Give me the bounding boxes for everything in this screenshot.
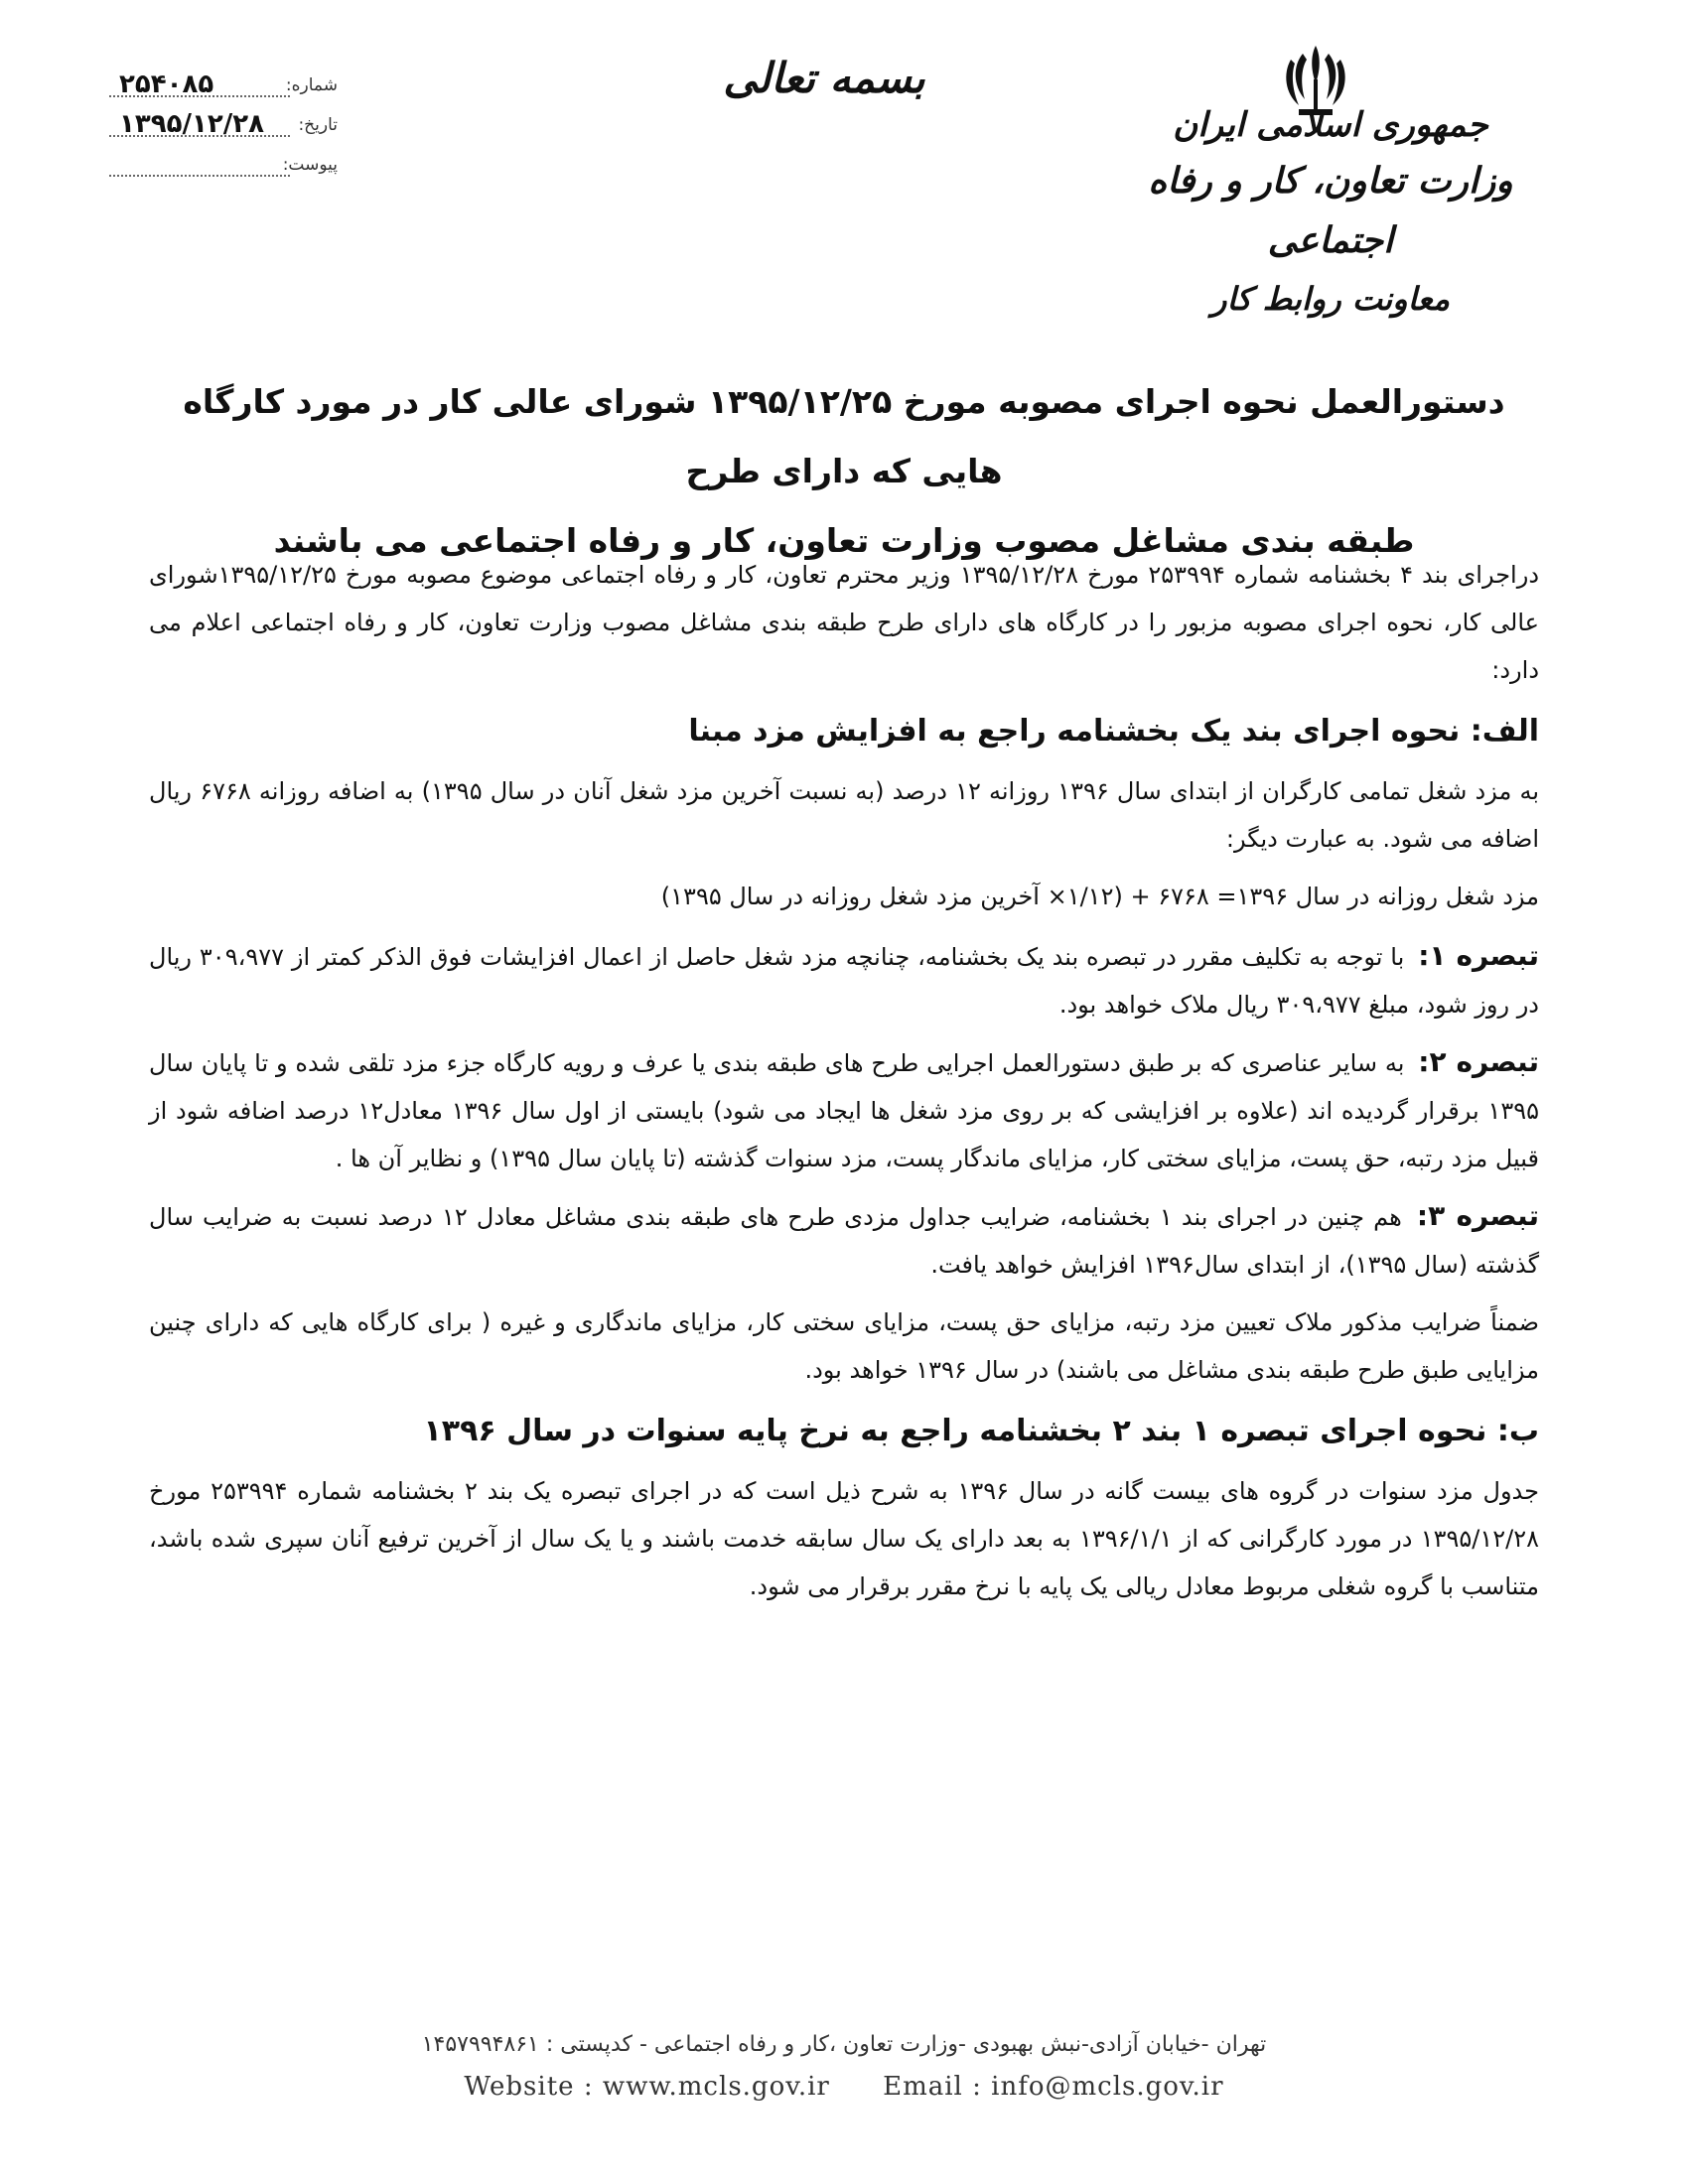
attachment-row [99, 149, 338, 189]
note-1 [149, 932, 1539, 1028]
footer-contact [298, 2065, 1390, 2109]
letter-footer [298, 2025, 1390, 2109]
note-1-text: با توجه به تکلیف مقرر در تبصره بند یک بخشنامه، چنانچه مزد شغل حاصل از اعمال افزایشات فوق الذکر کمتر از ۳۰۹،۹۷۷ ریال در روز شود، مبلغ ۳۰۹،۹۷۷ ریال ملاک خواهد بود. [149, 943, 1539, 1019]
org-deputy: معاونت روابط کار [1211, 280, 1450, 318]
title-line-2: طبقه بندی مشاغل مصوب وزارت تعاون، کار و رفاه اجتماعی می باشند [273, 521, 1415, 560]
note-3-label: تبصره ۳: [1416, 1199, 1539, 1232]
organization-header [1122, 99, 1539, 328]
number-row [99, 69, 338, 109]
letter-meta [99, 69, 338, 189]
footer-email: Email : info@mcls.gov.ir [883, 2072, 1224, 2102]
note-3-extra: ضمناً ضرایب مذکور ملاک تعیین مزد رتبه، مزایای حق پست، مزایای سختی کار، مزایای ماندگاری و غیره ( برای کارگاه هایی که دارای چنین مزایایی طبق طرح طبقه بندی مشاغل می باشند) در سال ۱۳۹۶ خواهد بود. [149, 1308, 1539, 1384]
attachment-label: پیوست: [282, 155, 338, 175]
note-2-label: تبصره ۲: [1418, 1045, 1539, 1078]
section-b-paragraph: جدول مزد سنوات در گروه های بیست گانه در سال ۱۳۹۶ به شرح ذیل است که در اجرای تبصره یک بند ۲ بخشنامه شماره ۲۵۳۹۹۴ مورخ ۱۳۹۵/۱۲/۲۸ در مورد کارگرانی که از ۱۳۹۶/۱/۱ به بعد دارای یک سال سابقه خدمت باشند و یا یک سال از آخرین ترفیع آنان سپری شده باشد، متناسب با گروه شغلی مربوط معادل ریالی یک پایه با نرخ مقرر برقرار می شود. [149, 1477, 1540, 1600]
number-value: ۲۵۴۰۸۵ [119, 69, 214, 99]
attachment-dots [109, 175, 290, 177]
title-line-1: دستورالعمل نحوه اجرای مصوبه مورخ ۱۳۹۵/۱۲/۲۵ شورای عالی کار در مورد کارگاه هایی که دارای طرح [183, 382, 1505, 490]
section-b-heading: ب: نحوه اجرای تبصره ۱ بند ۲ بخشنامه راجع به نرخ پایه سنوات در سال ۱۳۹۶ [423, 1414, 1539, 1448]
section-a-heading: الف: نحوه اجرای بند یک بخشنامه راجع به افزایش مزد مبنا [688, 714, 1539, 749]
basmala: بسمه تعالی [723, 54, 925, 102]
date-label: تاریخ: [298, 115, 338, 135]
footer-website: Website : www.mcls.gov.ir [464, 2072, 830, 2102]
date-value: ۱۳۹۵/۱۲/۲۸ [119, 109, 264, 139]
note-1-label: تبصره ۱: [1418, 939, 1539, 972]
intro-paragraph: دراجرای بند ۴ بخشنامه شماره ۲۵۳۹۹۴ مورخ ۱۳۹۵/۱۲/۲۸ وزیر محترم تعاون، کار و رفاه اجتماعی موضوع مصوبه مورخ ۱۳۹۵/۱۲/۲۵شورای عالی کار، نحوه اجرای مصوبه مزبور را در کارگاه های دارای طرح طبقه بندی مشاغل مصوب وزارت تعاون، کار و رفاه اجتماعی اعلام می دارد: [149, 561, 1540, 684]
note-3-text: هم چنین در اجرای بند ۱ بخشنامه، ضرایب جداول مزدی طرح های طبقه بندی مشاغل معادل ۱۲ درصد نسبت به ضرایب سال گذشته (سال ۱۳۹۵)، از ابتدای سال۱۳۹۶ افزایش خواهد یافت. [149, 1203, 1539, 1279]
date-row [99, 109, 338, 149]
section-a-paragraph: به مزد شغل تمامی کارگران از ابتدای سال ۱۳۹۶ روزانه ۱۲ درصد (به نسبت آخرین مزد شغل آنان در سال ۱۳۹۵) به اضافه روزانه ۶۷۶۸ ریال اضافه می شود. به عبارت دیگر: [149, 777, 1540, 853]
footer-address: تهران -خیابان آزادی-نبش بهبودی -وزارت تعاون ،کار و رفاه اجتماعی - کدپستی : ۱۴۵۷۹۹۴۸۶۱ [421, 2032, 1267, 2057]
number-label: شماره: [285, 75, 338, 95]
org-country: جمهوری اسلامی ایران [1173, 105, 1488, 145]
wage-formula: مزد شغل روزانه در سال ۱۳۹۶= ۶۷۶۸ + (۱/۱۲× آخرین مزد شغل روزانه در سال ۱۳۹۵) [660, 883, 1539, 910]
document-title [149, 367, 1539, 576]
org-ministry: وزارت تعاون، کار و رفاه اجتماعی [1148, 160, 1513, 261]
note-3 [149, 1192, 1539, 1289]
note-2-text: به سایر عناصری که بر طبق دستورالعمل اجرایی طرح های طبقه بندی یا عرف و رویه کارگاه جزء مزد تلقی شده و تا پایان سال ۱۳۹۵ برقرار گردیده اند (علاوه بر افزایشی که بر روی مزد شغل ها ایجاد می شود) بایستی از اول سال ۱۳۹۶ معادل۱۲ درصد اضافه شود از قبیل مزد رتبه، حق پست، مزایای سختی کار، مزایای ماندگار پست، مزد سنوات گذشته (تا پایان سال ۱۳۹۵) و نظایر آن ها . [149, 1049, 1540, 1172]
note-2 [149, 1038, 1539, 1182]
document-body [149, 551, 1539, 1620]
